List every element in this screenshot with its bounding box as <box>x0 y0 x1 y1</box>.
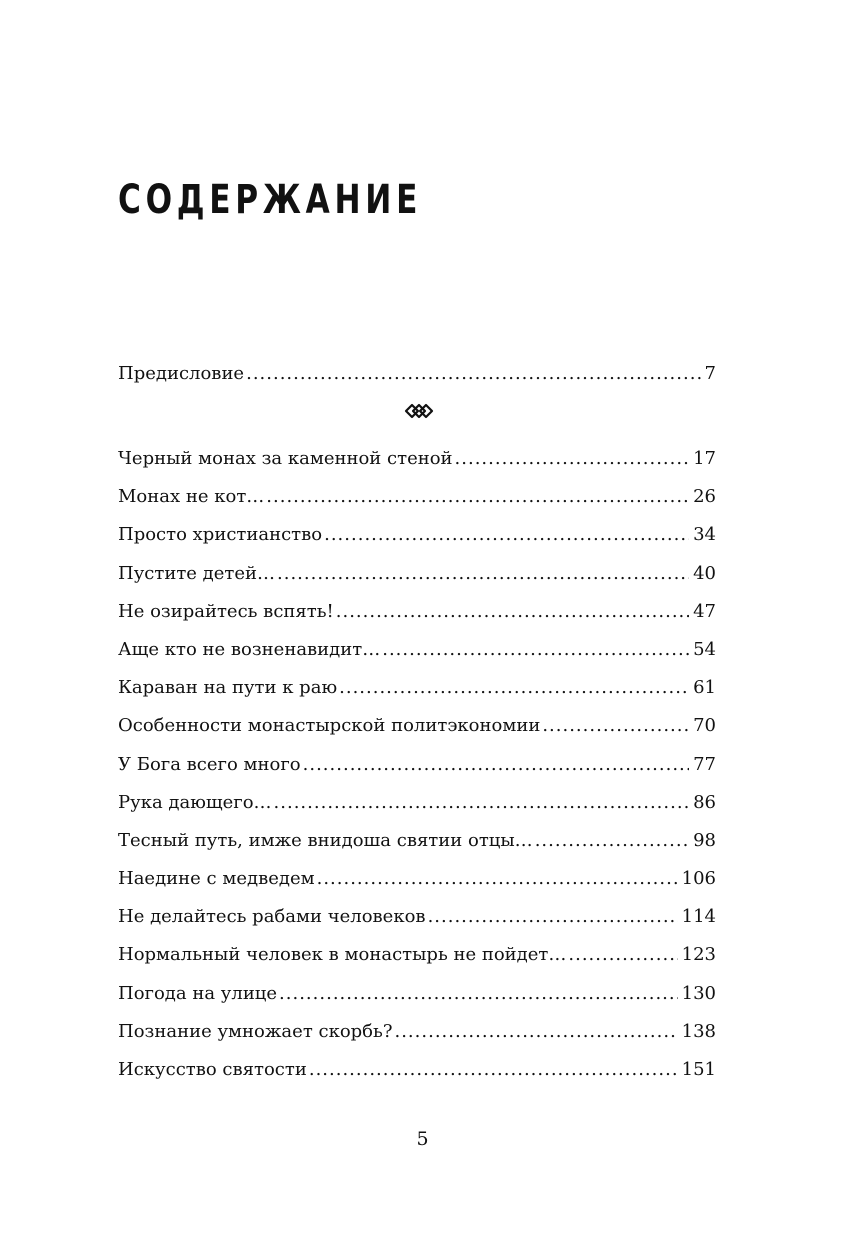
toc-entry-title: Тесный путь, имже внидоша святии отцы… <box>118 829 533 851</box>
toc-entry[interactable] <box>118 448 716 486</box>
page-title: СОДЕРЖАНИЕ <box>118 177 423 223</box>
toc-dot-leader <box>535 830 689 852</box>
toc-entry-title: Нормальный человек в монастырь не пойдет… <box>118 944 567 966</box>
toc-dot-leader <box>277 563 689 585</box>
toc-entry[interactable] <box>118 639 716 677</box>
toc-dot-leader <box>455 448 690 470</box>
toc-entry-page: 151 <box>681 1059 716 1080</box>
toc-entry-title: Просто христианство <box>118 524 323 546</box>
toc-preface <box>118 363 716 401</box>
toc-entry-title: Не озирайтесь вспять! <box>118 600 334 622</box>
toc-entry-page: 40 <box>693 562 716 584</box>
toc-dot-leader <box>336 601 689 623</box>
toc-entry-page: 17 <box>693 448 716 469</box>
toc-entry[interactable] <box>118 677 716 715</box>
toc-entry-page: 98 <box>693 829 716 851</box>
toc-entry[interactable] <box>118 906 716 944</box>
toc-dot-leader <box>382 639 689 661</box>
toc-entry[interactable] <box>118 944 716 982</box>
toc-entry[interactable] <box>118 830 716 868</box>
toc-entry[interactable] <box>118 563 716 601</box>
toc-entry-page: 86 <box>693 791 716 813</box>
toc-entry-page: 130 <box>681 982 716 1004</box>
toc-entry-title: Предисловие <box>118 363 245 384</box>
toc-entry-title: У Бога всего много <box>118 753 301 775</box>
toc-entry-page: 138 <box>681 1020 716 1042</box>
toc-entry-page: 114 <box>681 906 716 928</box>
toc-entry[interactable] <box>118 754 716 792</box>
toc-entry[interactable] <box>118 1021 716 1059</box>
toc-entry[interactable] <box>118 983 716 1021</box>
toc-entry-page: 54 <box>693 638 716 660</box>
page-number: 5 <box>416 1128 429 1150</box>
toc-dot-leader <box>303 754 689 776</box>
toc-entry-title: Особенности монастырской политэкономии <box>118 715 541 737</box>
toc-list <box>118 448 716 1097</box>
toc-entry[interactable] <box>118 486 716 524</box>
toc-entry-page: 47 <box>693 600 716 622</box>
toc-dot-leader <box>279 983 678 1005</box>
toc-entry[interactable] <box>118 524 716 562</box>
toc-dot-leader <box>324 524 689 546</box>
toc-entry-page: 106 <box>681 868 716 890</box>
toc-entry-title: Наедине с медведем <box>118 868 315 890</box>
toc-entry-page: 77 <box>693 753 716 775</box>
toc-dot-leader <box>246 363 700 385</box>
toc-entry[interactable] <box>118 868 716 906</box>
toc-dot-leader <box>394 1021 677 1043</box>
toc-entry-page: 26 <box>693 486 716 508</box>
toc-dot-leader <box>428 906 678 928</box>
toc-dot-leader <box>309 1059 678 1081</box>
toc-dot-leader <box>542 715 689 737</box>
toc-entry-title: Не делайтесь рабами человеков <box>118 906 426 928</box>
toc-entry-title: Аще кто не возненавидит… <box>118 638 381 660</box>
toc-entry-title: Рука дающего… <box>118 791 272 813</box>
toc-entry[interactable] <box>118 1059 716 1097</box>
decorative-knot-ornament-icon <box>404 402 434 420</box>
toc-entry-page: 70 <box>693 715 716 737</box>
toc-entry-title: Искусство святости <box>118 1059 307 1080</box>
toc-dot-leader <box>568 944 677 966</box>
toc-entry-title: Пустите детей… <box>118 562 275 584</box>
toc-entry-title: Погода на улице <box>118 982 278 1004</box>
toc-entry-page: 123 <box>681 944 716 966</box>
toc-dot-leader <box>274 792 690 814</box>
toc-entry-title: Монах не кот… <box>118 486 265 508</box>
toc-entry[interactable] <box>118 601 716 639</box>
toc-dot-leader <box>266 486 689 508</box>
toc-entry[interactable] <box>118 363 716 401</box>
toc-entry-page: 34 <box>693 524 716 546</box>
toc-entry[interactable] <box>118 792 716 830</box>
toc-dot-leader <box>317 868 678 890</box>
toc-entry-title: Черный монах за каменной стеной <box>118 448 453 469</box>
toc-entry[interactable] <box>118 715 716 753</box>
toc-dot-leader <box>339 677 689 699</box>
toc-entry-page: 7 <box>704 363 716 384</box>
toc-entry-page: 61 <box>693 677 716 699</box>
toc-entry-title: Караван на пути к раю <box>118 677 338 699</box>
toc-entry-title: Познание умножает скорбь? <box>118 1020 393 1042</box>
